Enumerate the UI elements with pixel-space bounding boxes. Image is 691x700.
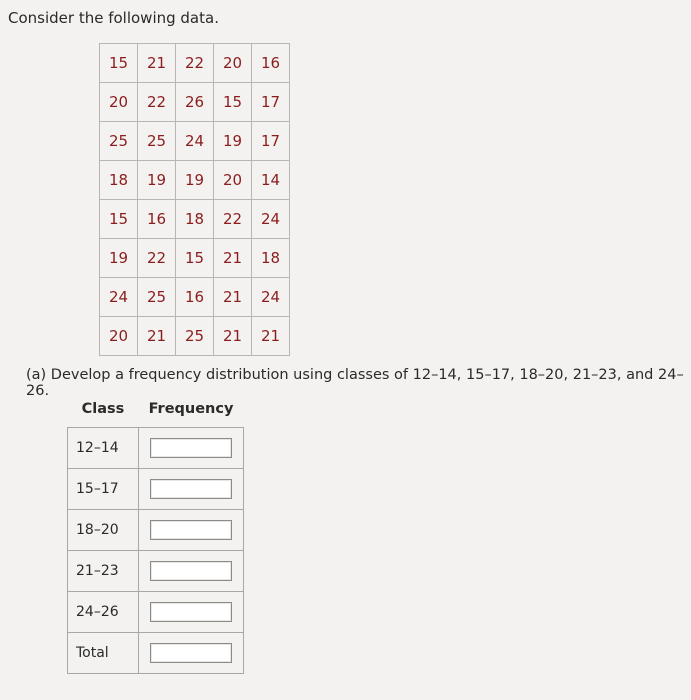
data-cell: 24 (252, 278, 290, 317)
data-cell: 19 (176, 161, 214, 200)
frequency-input-total[interactable] (150, 643, 232, 663)
data-cell: 18 (252, 239, 290, 278)
frequency-header-row (68, 391, 244, 428)
frequency-input-18-20[interactable] (150, 520, 232, 540)
frequency-cell (139, 510, 244, 551)
frequency-cell (139, 592, 244, 633)
data-cell: 24 (252, 200, 290, 239)
data-cell: 15 (100, 44, 138, 83)
class-label: 12–14 (68, 428, 139, 469)
data-cell: 24 (100, 278, 138, 317)
data-row (100, 44, 290, 83)
data-cell: 25 (138, 278, 176, 317)
data-cell: 21 (214, 317, 252, 356)
data-row (100, 239, 290, 278)
data-cell: 18 (100, 161, 138, 200)
data-row (100, 122, 290, 161)
data-cell: 22 (214, 200, 252, 239)
data-cell: 19 (214, 122, 252, 161)
frequency-row (68, 592, 244, 633)
data-row (100, 161, 290, 200)
class-label: 18–20 (68, 510, 139, 551)
data-cell: 22 (138, 83, 176, 122)
class-label: Total (68, 633, 139, 674)
frequency-row (68, 510, 244, 551)
data-cell: 15 (214, 83, 252, 122)
class-label: 21–23 (68, 551, 139, 592)
data-row (100, 200, 290, 239)
frequency-table (67, 391, 244, 674)
data-cell: 21 (138, 44, 176, 83)
data-cell: 22 (176, 44, 214, 83)
frequency-cell (139, 551, 244, 592)
data-cell: 14 (252, 161, 290, 200)
data-cell: 20 (214, 44, 252, 83)
data-cell: 26 (176, 83, 214, 122)
data-cell: 16 (176, 278, 214, 317)
data-table (99, 43, 290, 356)
data-row (100, 317, 290, 356)
data-cell: 19 (138, 161, 176, 200)
frequency-row (68, 428, 244, 469)
data-cell: 15 (176, 239, 214, 278)
data-cell: 19 (100, 239, 138, 278)
data-cell: 18 (176, 200, 214, 239)
data-cell: 22 (138, 239, 176, 278)
class-label: 15–17 (68, 469, 139, 510)
data-cell: 21 (214, 278, 252, 317)
data-cell: 20 (214, 161, 252, 200)
data-cell: 16 (138, 200, 176, 239)
data-cell: 17 (252, 83, 290, 122)
data-cell: 20 (100, 83, 138, 122)
frequency-input-21-23[interactable] (150, 561, 232, 581)
frequency-cell (139, 633, 244, 674)
data-cell: 21 (138, 317, 176, 356)
frequency-row (68, 551, 244, 592)
question-a: (a) Develop a frequency distribution using classes of 12–14, 15–17, 18–20, 21–23, and 24–26. (26, 367, 684, 399)
class-header: Class (68, 391, 139, 428)
class-label: 24–26 (68, 592, 139, 633)
data-cell: 16 (252, 44, 290, 83)
frequency-row (68, 633, 244, 674)
data-cell: 25 (138, 122, 176, 161)
frequency-input-24-26[interactable] (150, 602, 232, 622)
data-cell: 24 (176, 122, 214, 161)
data-cell: 17 (252, 122, 290, 161)
frequency-row (68, 469, 244, 510)
data-cell: 15 (100, 200, 138, 239)
data-cell: 25 (100, 122, 138, 161)
data-cell: 20 (100, 317, 138, 356)
frequency-header: Frequency (139, 391, 244, 428)
frequency-input-15-17[interactable] (150, 479, 232, 499)
data-row (100, 83, 290, 122)
data-cell: 21 (214, 239, 252, 278)
data-cell: 21 (252, 317, 290, 356)
frequency-input-12-14[interactable] (150, 438, 232, 458)
frequency-cell (139, 469, 244, 510)
intro-text: Consider the following data. (8, 9, 219, 27)
data-row (100, 278, 290, 317)
data-cell: 25 (176, 317, 214, 356)
frequency-cell (139, 428, 244, 469)
